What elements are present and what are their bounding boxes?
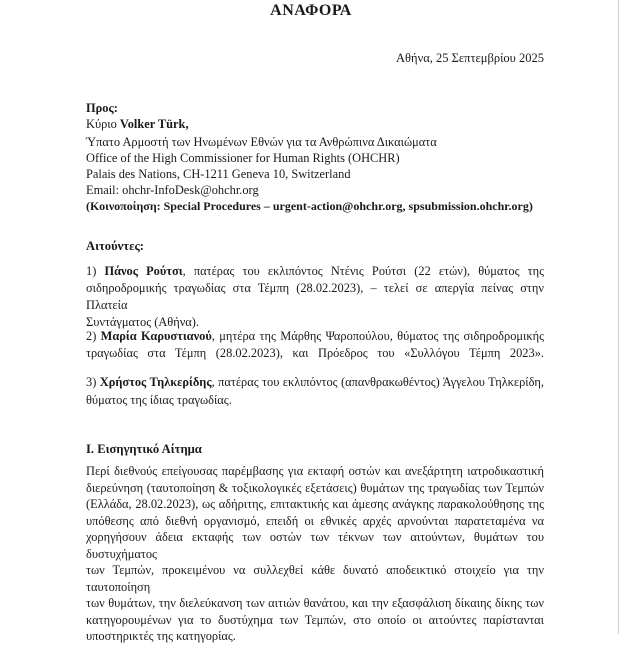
section-1-line: Περί διεθνούς επείγουσας παρέμβασης για εκταφή οστών και ανεξάρτητη ιατροδικαστική bbox=[86, 464, 544, 478]
recipient-block bbox=[86, 100, 544, 214]
applicant-3-line-2: θύματος της ίδιας τραγωδίας. bbox=[86, 393, 232, 407]
document-date: Αθήνα, 25 Σεπτεμβρίου 2025 bbox=[396, 51, 544, 65]
applicant-3-line-1: 3) Χρήστος Τηλκερίδης, πατέρας του εκλιπόντος (απανθρακωθέντος) Άγγελου Τηλκερίδη, bbox=[86, 375, 545, 389]
section-1-line: (Ελλάδα, 28.02.2023), ως αδήριτης, επιτακτικής και άμεσης ανάγκης παρακολούθησης της bbox=[86, 497, 544, 511]
recipient-address: Palais des Nations, CH-1211 Geneva 10, Switzerland bbox=[86, 167, 351, 181]
applicant-2 bbox=[86, 328, 544, 362]
recipient-cc: (Κοινοποίηση: Special Procedures – urgent-action@ohchr.org, spsubmission.ohchr.org) bbox=[86, 199, 533, 213]
applicants-heading: Αιτούντες: bbox=[86, 239, 144, 253]
applicant-1 bbox=[86, 263, 544, 331]
recipient-role: Ύπατο Αρμοστή των Ηνωμένων Εθνών για τα Ανθρώπινα Δικαιώματα bbox=[86, 135, 437, 149]
recipient-label: Προς: bbox=[86, 101, 118, 115]
section-1-line: των Τεμπών, προκειμένου να συλλεχθεί κάθε δυνατό αποδεικτικό στοιχείο για την ταυτοποίηση bbox=[86, 563, 544, 594]
section-1-line: χορηγήσουν άδεια εκταφής των οστών των τέκνων των αιτούντων, θυμάτων του δυστυχήματος bbox=[86, 530, 544, 561]
recipient-office: Office of the High Commissioner for Human Rights (OHCHR) bbox=[86, 151, 400, 165]
section-1-body bbox=[86, 463, 544, 645]
section-1-heading: I. Εισηγητικό Αίτημα bbox=[86, 442, 202, 456]
applicant-1-name: Πάνος Ρούτσι bbox=[104, 264, 183, 278]
applicant-1-line-3: Συντάγματος (Αθήνα). bbox=[86, 315, 200, 329]
applicant-1-line-1: 1) Πάνος Ρούτσι, πατέρας του εκλιπόντος Ντένις Ρούτσι (22 ετών), θύματος της bbox=[86, 264, 545, 278]
applicant-2-name: Μαρία Καρυστιανού bbox=[100, 329, 212, 343]
recipient-salutation bbox=[86, 116, 544, 132]
applicant-2-line-2: τραγωδίας στα Τέμπη (28.02.2023), και Πρόεδρος του «Συλλόγου Τέμπη 2023». bbox=[86, 346, 544, 360]
applicant-3-name: Χρήστος Τηλκερίδης bbox=[99, 375, 212, 389]
page-edge-divider bbox=[618, 0, 619, 634]
section-1-line: υποστηρικτές της κατηγορίας. bbox=[86, 629, 236, 643]
section-1-line: υπόθεσης από διεθνή οργανισμό, επειδή οι εθνικές αρχές αρνούνται παρατεταμένα να bbox=[86, 513, 544, 528]
applicant-3 bbox=[86, 373, 544, 409]
recipient-name: Volker Türk, bbox=[119, 117, 189, 131]
applicant-1-line-2: σιδηροδρομικής τραγωδίας στα Τέμπη (28.02.2023), – τελεί σε απεργία πείνας στην Πλατεία bbox=[86, 281, 544, 312]
document-title: ΑΝΑΦΟΡΑ bbox=[270, 2, 352, 19]
salutation-prefix: Κύριο bbox=[86, 117, 120, 131]
section-1-line: των θυμάτων, την διελεύκανση των αιτιών θανάτου, και την εξασφάλιση δίκαιης δίκης των bbox=[86, 596, 544, 610]
recipient-email: Email: ohchr-InfoDesk@ohchr.org bbox=[86, 183, 259, 197]
section-1-line: διερεύνηση (ταυτοποίηση & τοξικολογικές εξετάσεις) θυμάτων της τραγωδίας των Τεμπών bbox=[86, 480, 544, 495]
applicant-2-line-1: 2) Μαρία Καρυστιανού, μητέρα της Μάρθης Ψαροπούλου, θύματος της σιδηροδρομικής bbox=[86, 329, 544, 343]
section-1-line: κατηγορουμένων για το δυστύχημα των Τεμπών, στο οποίο οι αιτούντες παρίστανται bbox=[86, 612, 544, 627]
